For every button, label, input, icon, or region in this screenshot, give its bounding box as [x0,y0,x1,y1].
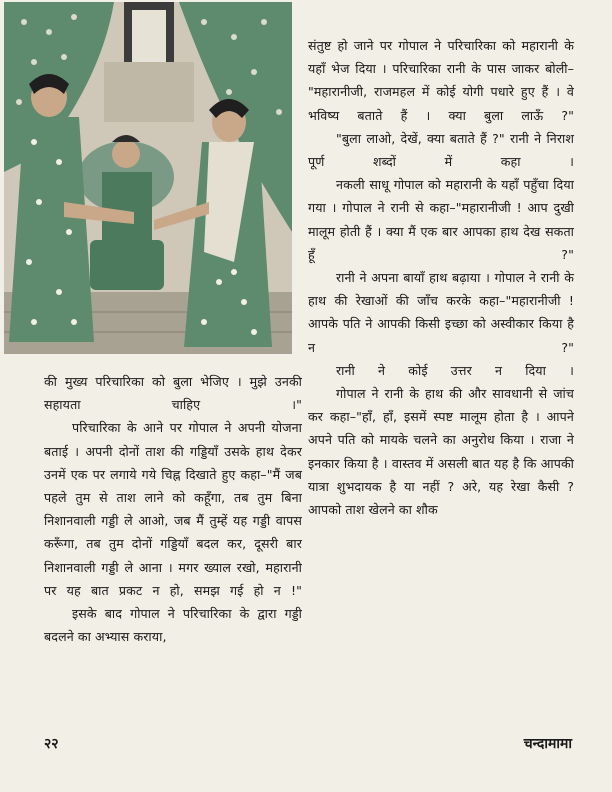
paragraph: रानी ने कोई उत्तर न दिया । [336,362,574,378]
story-illustration [4,2,292,354]
page-number: २२ [44,736,59,752]
paragraph: की मुख्य परिचारिका को बुला भेजिए । मुझे उनकी सहायता चाहिए ।" [44,374,302,413]
right-text-column [308,34,574,521]
illustration-gopal-maid-queen-icon [4,2,292,354]
paragraph: रानी ने अपना बायाँ हाथ बढ़ाया । गोपाल ने रानी के हाथ की रेखाओं की जाँच करके कहा–"महारानीजी ! आपके पति ने आपकी किसी इच्छा को अस्वीकार किया है न ?" [308,270,574,355]
paragraph: गोपाल ने रानी के हाथ की और सावधानी से जांच कर कहा–"हाँ, हाँ, इसमें स्पष्ट मालूम होता है । आपने अपने पति को मायके चलने का अनुरोध किया । राजा ने इनकार किया है । वास्तव में असली बात यह है कि आपकी यात्रा शुभदायक है या नहीं ? अरे, यह रेखा कैसी ? आपको ताश खेलने का शौक [308,386,574,518]
paragraph: संतुष्ट हो जाने पर गोपाल ने परिचारिका को महारानी के यहाँ भेज दिया । परिचारिका रानी के पास जाकर बोली– "महारानीजी, राजमहल में कोई योगी पधारे हुए हैं । वे भविष्य बताते हैं । क्या बुला लाऊँ ?" [308,38,574,123]
magazine-name: चन्दामामा [523,736,572,752]
paragraph: नकली साधू गोपाल को महारानी के यहाँ पहुँचा दिया गया । गोपाल ने रानी से कहा–"महारानीजी ! आप दुखी मालूम होती हैं । क्या मैं एक बार आपका हाथ देख सकता हूँ ?" [308,177,574,262]
paragraph: परिचारिका के आने पर गोपाल ने अपनी योजना बताई । अपनी दोनों ताश की गड्डियाँ उसके हाथ देकर उनमें एक पर लगाये गये चिह्न दिखाते हुए कहा–"मैं जब पहले तुम से ताश लाने को कहूँगा, तब तुम बिना निशानवाली गड्डी ले आओ, जब मैं तुम्हें यह गड्डी वापस करूँगा, तब तुम दोनों गड्डियाँ बदल कर, दूसरी बार निशानवाली गड्डी ले आना । मगर ख्याल रखो, महारानी पर यह बात प्रकट न हो, समझ गई हो न !" [44,420,302,598]
paragraph: इसके बाद गोपाल ने परिचारिका के द्वारा गड्डी बदलने का अभ्यास कराया, [44,606,302,645]
paragraph: "बुला लाओ, देखें, क्या बताते हैं ?" रानी ने निराश पूर्ण शब्दों में कहा । [308,130,574,170]
left-text-column [44,370,302,648]
